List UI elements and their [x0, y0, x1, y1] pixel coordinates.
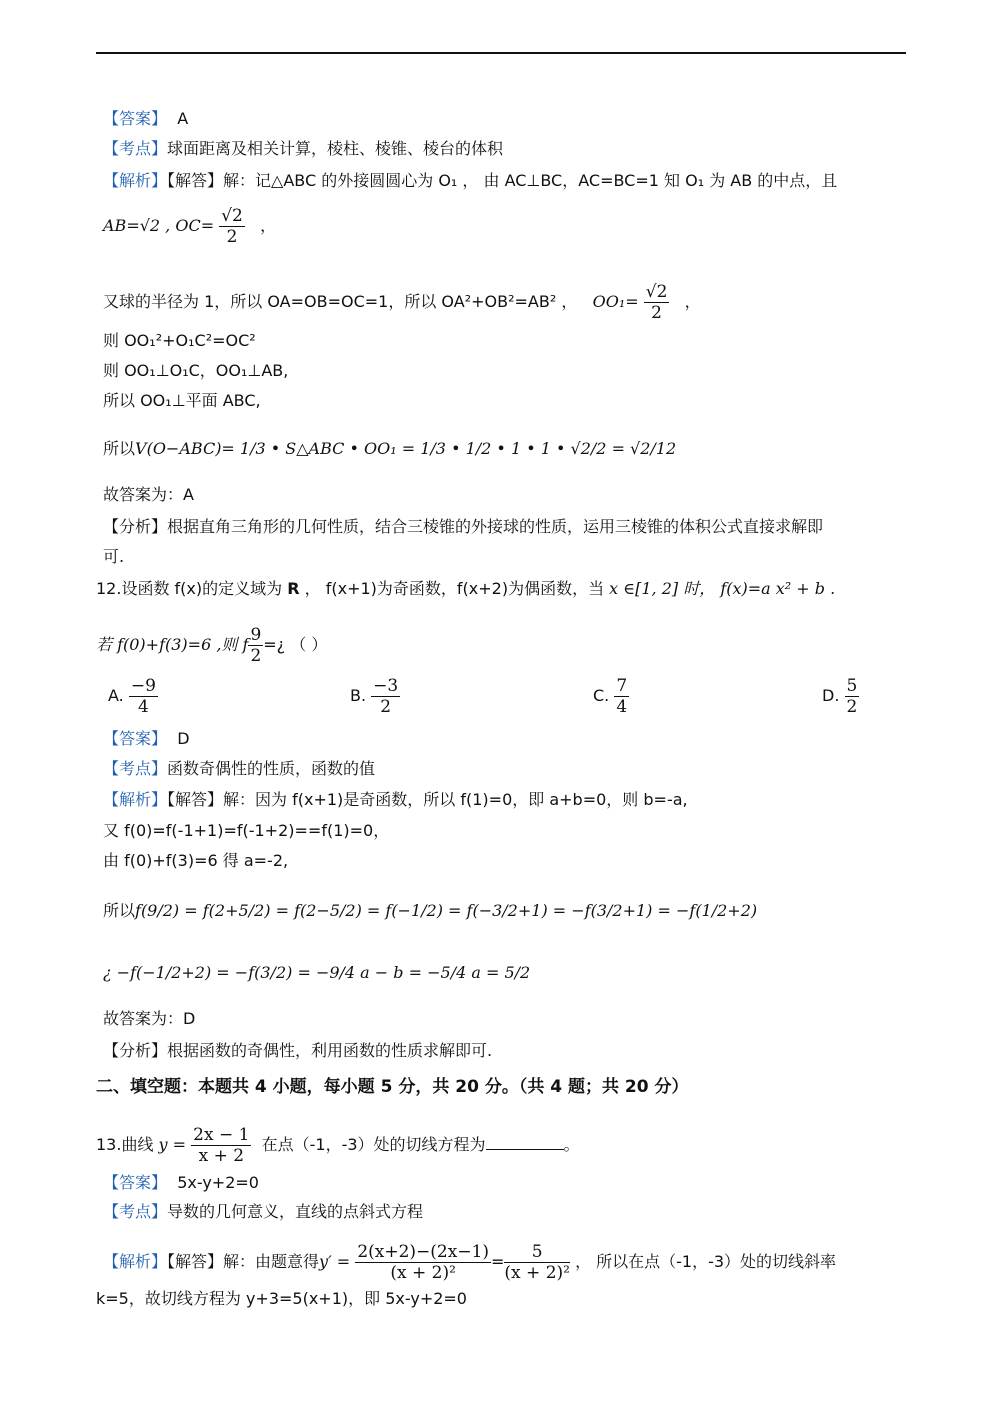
q11-point: 球面距离及相关计算，棱柱、棱锥、棱台的体积	[167, 139, 504, 158]
q13-deriv-fraction	[355, 1242, 491, 1283]
answer-tag: 【答案】	[103, 109, 168, 128]
deriv-eq: =	[491, 1252, 505, 1271]
option-den: 4	[616, 697, 628, 717]
option-num: 5	[846, 676, 858, 696]
q11-volume-line	[103, 438, 676, 460]
answer-tag: 【答案】	[103, 1173, 168, 1192]
q13-point-line	[103, 1201, 423, 1223]
q12-stem-1a: 12.设函数 f(x)的定义域为	[96, 579, 283, 598]
analysis-tag: 【解析】	[103, 1252, 168, 1271]
deriv-num2: 5	[504, 1242, 570, 1263]
option-label: B.	[350, 686, 367, 705]
option-num: 7	[616, 676, 628, 696]
q12-stem-1	[96, 578, 835, 600]
oo1-num: √2	[645, 282, 668, 302]
q13-y: y =	[158, 1135, 187, 1154]
q11-vol-expr: V(O−ABC)= 1/3 • S△ABC • OO₁ = 1/3 • 1/2 • 1 • 1 • √2/2 = √2/12	[135, 439, 677, 458]
option-num: −3	[373, 676, 399, 696]
solve-tag: 【解答】	[167, 171, 224, 190]
q13-answer-line	[103, 1172, 259, 1194]
q12-line4	[103, 900, 757, 922]
q11-point-line	[103, 138, 503, 160]
option-label: D.	[822, 686, 840, 705]
q12-stem-2	[96, 625, 327, 666]
point-tag: 【考点】	[103, 1202, 168, 1221]
header-rule	[96, 52, 906, 54]
q12-analysis-text: 解：因为 f(x+1)是奇函数，所以 f(1)=0，即 a+b=0，则 b=-a,	[223, 790, 688, 809]
q11-summary-line	[103, 516, 823, 538]
oc-num: √2	[221, 206, 243, 226]
solve-tag: 【解答】	[167, 790, 224, 809]
q12-answer: D	[177, 729, 190, 748]
q12-option-b[interactable]	[350, 676, 400, 717]
q11-analysis-text: 解：记△ABC 的外接圆圆心为 O₁ ， 由 AC⊥BC，AC=BC=1 知 O₁ 为 AB 的中点，且	[223, 171, 838, 190]
q13-stem-b: 在点（-1，-3）处的切线方程为	[261, 1135, 486, 1154]
q11-final: 故答案为：A	[103, 485, 194, 504]
q12-answer-line	[103, 728, 190, 750]
q12-den: 2	[250, 646, 262, 666]
q11-answer: A	[177, 109, 189, 128]
q12-domain-r: R	[287, 579, 300, 598]
option-fraction	[614, 676, 629, 717]
option-den: 4	[137, 697, 149, 717]
q12-option-a[interactable]	[108, 676, 158, 717]
section-2-heading: 二、填空题：本题共 4 小题，每小题 5 分，共 20 分。（共 4 题；共 20 分）	[96, 1077, 689, 1097]
option-fraction	[371, 676, 400, 717]
q13-stem-a: 13.曲线	[96, 1135, 154, 1154]
q12-option-c[interactable]	[593, 676, 629, 717]
q12-line3: 由 f(0)+f(3)=6 得 a=-2,	[103, 851, 289, 870]
answer-tag: 【答案】	[103, 729, 168, 748]
q13-stem	[96, 1125, 580, 1166]
q12-line4-expr: f(9/2) = f(2+5/2) = f(2−5/2) = f(−1/2) = f(−3/2+1) = −f(3/2+1) = −f(1/2+2)	[135, 901, 758, 920]
deriv-num: 2(x+2)−(2x−1)	[357, 1242, 490, 1262]
q13-deriv-fraction-2	[504, 1242, 570, 1283]
comma: ，	[684, 292, 701, 311]
deriv-den: (x + 2)²	[390, 1263, 456, 1283]
q12-line2: 又 f(0)=f(-1+1)=f(-1+2)==f(1)=0，	[103, 821, 390, 840]
q11-summary: 根据直角三角形的几何性质，结合三棱锥的外接球的性质，运用三棱锥的体积公式直接求解即	[167, 517, 824, 536]
analysis-tag: 【解析】	[103, 790, 168, 809]
deriv-den2: (x + 2)²	[504, 1263, 570, 1283]
q13-point: 导数的几何意义，直线的点斜式方程	[167, 1202, 424, 1221]
q12-option-d[interactable]	[822, 676, 859, 717]
summary-tag: 【分析】	[103, 517, 168, 536]
q12-summary-line	[103, 1040, 492, 1062]
option-den: 2	[846, 697, 858, 717]
q12-stem-2b: =¿ （ ）	[263, 635, 328, 654]
q11-oo1-fraction	[644, 282, 670, 323]
solve-tag: 【解答】	[167, 1252, 224, 1271]
q12-line5-expr: ¿ −f(−1/2+2) = −f(3/2) = −9/4 a − b = −5/4 a = 5/2	[103, 963, 531, 982]
q13-deriv-lhs: y′ =	[319, 1252, 351, 1271]
q11-ab-oc	[103, 206, 276, 247]
option-fraction	[129, 676, 158, 717]
q12-nine-half	[248, 625, 263, 666]
q11-oc-fraction	[219, 206, 245, 247]
option-label: C.	[593, 686, 610, 705]
q12-line5	[103, 962, 530, 984]
q13-answer-blank[interactable]	[486, 1135, 564, 1150]
q12-num: 9	[250, 625, 262, 645]
option-fraction	[845, 676, 860, 717]
q11-ab-eq: AB=√2 , OC=	[103, 216, 215, 235]
q13-stem-c: 。	[563, 1135, 580, 1154]
q13-analysis-b: ， 所以在点（-1，-3）处的切线斜率	[575, 1252, 837, 1271]
q13-num: 2x − 1	[193, 1125, 250, 1145]
q12-analysis-line	[103, 789, 688, 811]
q11-summary-cont: 可.	[103, 547, 125, 566]
q12-summary: 根据函数的奇偶性，利用函数的性质求解即可.	[167, 1041, 493, 1060]
q13-analysis-a: 解：由题意得	[223, 1252, 320, 1271]
option-den: 2	[380, 697, 392, 717]
q12-stem-1c: ， f(x+1)为奇函数，f(x+2)为偶函数，当	[304, 579, 605, 598]
q11-vol-prefix: 所以	[103, 439, 136, 458]
q12-stem-2a: 若 f(0)+f(3)=6 ,则 f	[96, 635, 249, 654]
q13-fraction	[191, 1125, 251, 1166]
comma: ，	[260, 216, 277, 235]
q11-oo1: OO₁=	[592, 292, 639, 311]
q13-analysis-line	[103, 1242, 836, 1283]
q13-den: x + 2	[198, 1146, 245, 1166]
q11-step2: 则 OO₁⊥O₁C，OO₁⊥AB,	[103, 361, 289, 380]
summary-tag: 【分析】	[103, 1041, 168, 1060]
option-num: −9	[130, 676, 156, 696]
q11-step3: 所以 OO₁⊥平面 ABC,	[103, 391, 261, 410]
oo1-den: 2	[651, 303, 662, 323]
q12-stem-1d: x ∈[1, 2] 时， f(x)=a x² + b .	[609, 579, 836, 598]
q13-analysis-2: k=5，故切线方程为 y+3=5(x+1)，即 5x-y+2=0	[96, 1289, 467, 1308]
q12-point: 函数奇偶性的性质，函数的值	[167, 759, 376, 778]
q11-analysis-line	[103, 170, 837, 192]
q11-answer-line	[103, 108, 188, 130]
oc-den: 2	[226, 227, 238, 247]
q11-radius-line	[103, 282, 701, 323]
point-tag: 【考点】	[103, 759, 168, 778]
q12-point-line	[103, 758, 375, 780]
q11-radius-text: 又球的半径为 1，所以 OA=OB=OC=1，所以 OA²+OB²=AB² ，	[103, 292, 578, 311]
q13-answer: 5x-y+2=0	[177, 1173, 259, 1192]
point-tag: 【考点】	[103, 139, 168, 158]
option-label: A.	[108, 686, 124, 705]
q11-step1: 则 OO₁²+O₁C²=OC²	[103, 331, 256, 350]
q12-final: 故答案为：D	[103, 1009, 196, 1028]
q12-line4-prefix: 所以	[103, 901, 136, 920]
analysis-tag: 【解析】	[103, 171, 168, 190]
